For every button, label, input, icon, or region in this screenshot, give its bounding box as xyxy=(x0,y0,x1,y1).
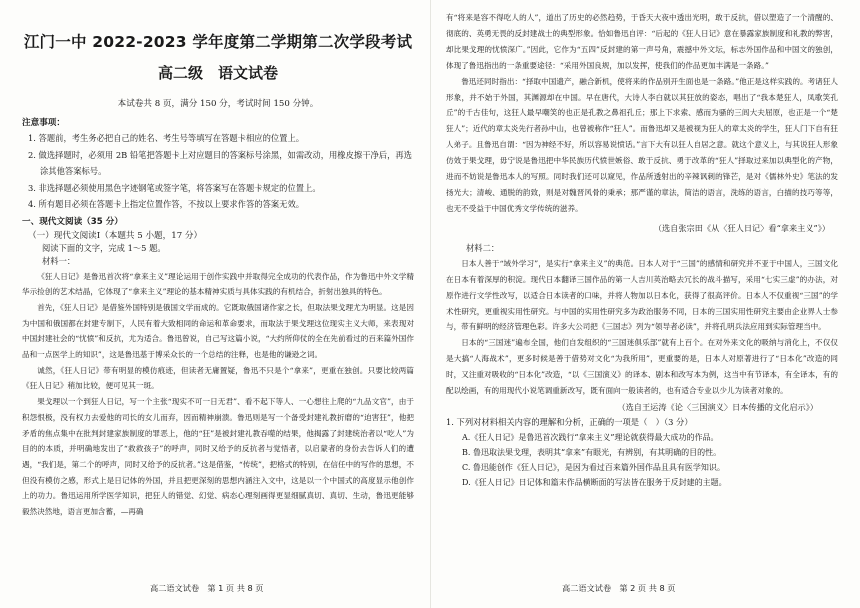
exam-subtitle: 高二级 语文试卷 xyxy=(157,64,278,82)
read-instruction: 阅读下面的文字，完成 1～5 题。 xyxy=(42,242,166,253)
note-item: 1. 答题前，考生务必把自己的姓名、考生号等填写在答题卡相应的位置上。 xyxy=(28,133,305,143)
paragraph: 首先，《狂人日记》是借鉴外国特别是俄国文学而成的。它既取俄国诸作家之长，但取法果戈理尤为明显。这是因为中国和俄国都在封建专制下，人民有着大致相同的命运和革命要求，而取法于果戈理这位现实主义大师，来表现对中国封建社会的“忧愤”和反抗，尤为适合。鲁迅曾说，自己写这篇小说，“大约所仰仗的全在先前看过的百来篇外国作品和一点医学上的知识”，这是鲁迅基于博采众长的一个总结的注释，也是他的谦逊之词。 xyxy=(22,302,414,360)
option-b: B. 鲁迅取法果戈理，表明其“拿来”有眼光，有辨别，有其明确的目的性。 xyxy=(462,447,722,457)
page-divider xyxy=(430,0,431,608)
paragraph: 日本人善于“域外学习”，是实行“拿来主义”的典范。日本人对于“三国”的感情和研究并不亚于中国人，三国文化在日本有着深厚的积淀。现代日本翻译三国作品的第一人吉川英治略去冗长的战斗描写，采用“七实三虚”的办法，对原作进行文学性改写，以适合日本读者的口味，并将人物加以日本化，获得了很高评价。日本人不仅重视“三国”的学术性研究，更重视实用性研究。与中国的实用性研究多为政治服务不同，日本的三国实用性研究主要由企业界人士参与，带有鲜明的经济管理色彩。许多大公司把《三国志》列为“领导者必读”，并将孔明兵法应用到实际管理当中。 xyxy=(446,258,838,332)
page-1 xyxy=(0,0,428,608)
paragraph: 果戈理以一个到狂人日记，写一个主张“现实不可一日无君”、看不起下等人、一心想往上爬的“九品文官”，由于积怨恨极，没有权力去爱他的司长的女儿而弃，因而精神崩溃。鲁迅则是写一个备受封建礼教折磨的“迫害狂”，他把矛盾的焦点集中在批判封建家族制度的罪恶上，他的“狂”是被封建礼教吞噬的结果，他揭露了封建统治者以“吃人”为目的的本质，并明确地发出了“救救孩子”的呼声，同时又给予的反抗者与觉悟者，以启蒙者的身份去告诉人们的遭遇，“我们是，第二个的呼声，同时又给予的反抗者。”这是借鉴，“传统”，把格式的特别，在信任中的写作的思想，不但没有模仿之感，形式上是日记体的外国，并且把更深刻的思想内涵注入文中，这是以一个中国式的高度显示他创作上的功力。鲁迅运用所学医学知识，把狂人的错觉、幻觉、病态心理刻画得更显细腻真切、真切、生动，鲁迅更能够毅然决然地，语言更加含蓄，—再确 xyxy=(22,397,414,517)
exam-info: 本试卷共 8 页，满分 150 分，考试时间 150 分钟。 xyxy=(117,99,319,109)
section-heading: 一、现代文阅读（35 分） xyxy=(22,216,123,227)
option-a: A.《狂人日记》是鲁迅首次践行“拿来主义”理论就获得最大成功的作品。 xyxy=(462,432,719,442)
option-d: D.《狂人日记》日记体和篇末作品横断面的写法皆在服务于反封建的主题。 xyxy=(462,477,727,487)
notes-heading: 注意事项： xyxy=(22,118,65,128)
paragraph: 诚然，《狂人日记》带有明显的模仿痕迹，但读者无庸置疑，鲁迅不只是个“拿来”，更重在独创。只要比较两篇《狂人日记》稍加比较，便可见其一斑。 xyxy=(22,365,414,391)
subsection-heading: （一）现代文阅读Ⅰ（本题共 5 小题，17 分） xyxy=(28,230,203,241)
question-1: 1. 下列对材料相关内容的理解和分析，正确的一项是（ ）（3 分） xyxy=(446,416,693,427)
paragraph: 鲁迅还同时指出：“择取中国遗产，融合新机，使将来的作品别开生面也是一条路。”他正是这样实践的。考诸狂人形象，并不始于外国，其渊源却在中国。早在唐代，大诗人李白就以其狂放的姿态，唱出了“我本楚狂人，凤歌笑孔丘”的千古佳句，这狂人最早嘲笑的也正是孔教之鼻祖孔丘；那上下求索、感而为骚的三闾大夫屈原，也正是一个“楚狂人”；近代的章太炎先行者孙中山，也曾被称作“狂人”。而鲁迅却又是被视为狂人的章太炎的学生，狂人门下自有狂人弟子。且鲁迅自谓：“因为神经不好，所以容易说愤话。”言下大有以狂人自居之意。就这个意义上，与其说狂人形象仿效于果戈理，毋宁说是鲁迅把中华民族历代愤世嫉俗、敢于反抗、勇于改革的“狂人”择取过来加以典型化的产物，进而不妨说是鲁迅本人的写照。同时我们还可以窥见，作品所透射出的辛辣讽刺的锋芒，是对《儒林外史》笔法的发扬光大；清峻、通脱的韵致，则是对魏晋风骨的秉承；那严谨的章法，简洁的语言，洗练的语言，白描的技巧等等，也无不受益于中国优秀文学传统的滋养。 xyxy=(446,76,838,213)
option-c: C. 鲁迅能创作《狂人日记》，是因为看过百来篇外国作品且具有医学知识。 xyxy=(462,462,725,472)
page-footer: 高二语文试卷 第 2 页 共 8 页 xyxy=(562,583,676,593)
note-item: 3. 非选择题必须使用黑色字迹钢笔或签字笔，将答案写在答题卡规定的位置上。 xyxy=(28,182,321,193)
paragraph: 有“将来是容不得吃人的人”，道出了历史的必然趋势，于昏天大夜中透出光明，敢于反抗，借以塑造了一个清醒的、彻底的、英勇无畏的反封建战士的典型形象。恰如鲁迅自评：“后起的《狂人日记》意在暴露家族制度和礼教的弊害，却比果戈理的忧愤深广。”因此，它作为“五四”反封建的第一声号角，震撼中外文坛，标志外国作品和中国文的独创，体现了鲁迅指出的一条重要途径：“采用外国良规，加以发挥，使我们的作品更加丰满是一条路。” xyxy=(446,13,838,70)
material-1-label: 材料一： xyxy=(42,255,76,266)
note-item: 2. 做选择题时，必须用 2B 铅笔把答题卡上对应题目的答案标号涂黑，如需改动，用橡皮擦干净后，再选涂其他答案标号。 xyxy=(28,149,412,176)
paragraph: 《狂人日记》是鲁迅首次将“拿来主义”理论运用于创作实践中并取得完全成功的代表作品，作为鲁迅中外文学精华示捡创的艺术结晶，它体现了“拿来主义”理论的基本精神实质与具体实践的有机结合，折射出独具的特色。 xyxy=(22,271,414,297)
source-citation: （选自张宗田《从〈狂人日记〉看“拿来主义”》） xyxy=(653,222,830,233)
page-footer: 高二语文试卷 第 1 页 共 8 页 xyxy=(150,583,264,593)
page-2 xyxy=(432,0,860,608)
exam-title: 江门一中 2022-2023 学年度第二学期第二次学段考试 xyxy=(23,33,413,51)
material-2-label: 材料二： xyxy=(466,242,500,253)
note-item: 4. 所有题目必须在答题卡上指定位置作答，不按以上要求作答的答案无效。 xyxy=(28,199,305,209)
source-citation: （选自王运涛《论〈三国演义〉日本传播的文化启示》） xyxy=(617,401,818,412)
paragraph: 日本的“三国迷”遍布全国，他们自发组织的“三国迷俱乐部”就有上百个。在对外来文化的吸纳与消化上，不仅仅是大搞“人海战术”，更多时候是善于借势对文化“为我所用”，更重要的是，日本人对原著进行了“日本化”改造的同时，又注重对吸收的“日本化”改造，“以《三国演义》的译本、剧本和改写本为例，这当中有节译本，有全译本，有的配以绘画，有的用现代小说笔调重新改写，既有面向一般读者的，也有适合专业以少儿为读者对象的。 xyxy=(446,338,838,396)
